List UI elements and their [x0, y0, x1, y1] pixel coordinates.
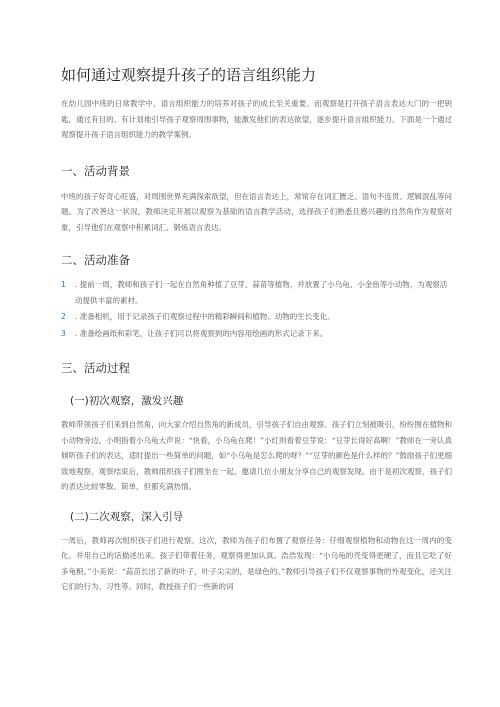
section-heading-background: 一、活动背景 [61, 163, 130, 178]
list-item [61, 277, 452, 308]
page-title: 如何通过观察提升孩子的语言组织能力 [61, 66, 317, 84]
second-observation-paragraph: 一周后，教师再次组织孩子们进行观察。这次，教师为孩子们布置了观察任务：仔细观察植物和动物在这一周内的变化，并用自己的话描述出来。孩子们带着任务，观察得更加认真。浩浩发现：“小乌龟的壳变得更硬了，而且它吃了好多龟粮。”小美说：“蒜苗长出了新的叶子，叶子尖尖的，是绿色的。”教师引导孩子们不仅观察事物的外观变化，还关注它们的行为、习性等。同时，教授孩子们一些新的词 [61, 535, 452, 591]
subsection-heading-second-observation: (二)二次观察，深入引导 [70, 510, 184, 523]
list-item-number: 2 [61, 312, 66, 321]
list-item [61, 326, 452, 342]
intro-paragraph: 在幼儿园中班的日常教学中，语言组织能力的培养对孩子的成长至关重要。而观察是打开孩子语言表达大门的一把钥匙，通过有目的、有计划地引导孩子观察周围事物，能激发他们的表达欲望，逐步提升语言组织能力。下面是一个通过观察提升孩子语言组织能力的教学案例。 [61, 99, 452, 139]
list-item-number: 1 [61, 280, 66, 289]
section-heading-process: 三、活动过程 [61, 361, 130, 375]
preparation-list [61, 277, 452, 341]
list-item-text: . 提前一周，教师和孩子们一起在自然角种植了豆芽、蒜苗等植物，并放置了小乌龟、小金鱼等小动物，为观察活动提供丰富的素材。 [75, 280, 448, 305]
list-item [61, 309, 452, 325]
list-item-text: . 准备绘画纸和彩笔，让孩子们可以将观察到的内容用绘画的形式记录下来。 [75, 328, 328, 338]
first-observation-paragraph: 教师带领孩子们来到自然角，向大家介绍自然角的新成员，引导孩子们自由观察。孩子们立刻被吸引，纷纷围在植物和小动物旁边。小明指着小乌龟大声说：“快看，小乌龟在爬！”小红则看着豆芽说：“豆芽长得好高啊！”教师在一旁认真倾听孩子们的表达，适时提出一些简单的问题，如“小乌龟是怎么爬的呀？”“豆芽的颜色是什么样的？”鼓励孩子们更细致地观察。观察结束后，教师组织孩子们围坐在一起，邀请几位小朋友分享自己的观察发现。由于是初次观察，孩子们的表达比较零散、简单，但都充满热情。 [61, 420, 452, 491]
subsection-heading-first-observation: (一)初次观察，激发兴趣 [70, 395, 184, 407]
section-heading-preparation: 二、活动准备 [61, 253, 130, 267]
background-paragraph: 中班的孩子好奇心旺盛，对周围世界充满探索欲望，但在语言表达上，常常存在词汇匮乏、语句不连贯、逻辑混乱等问题。为了改善这一状况，教师决定开展以观察为基础的语言教学活动，选择孩子们熟悉且感兴趣的自然角作为观察对象，引导他们在观察中积累词汇、锻炼语言表达。 [61, 191, 452, 232]
list-item-text: . 准备相机，用于记录孩子们观察过程中的精彩瞬间和植物、动物的生长变化。 [75, 312, 335, 321]
list-item-number: 3 [61, 328, 66, 338]
